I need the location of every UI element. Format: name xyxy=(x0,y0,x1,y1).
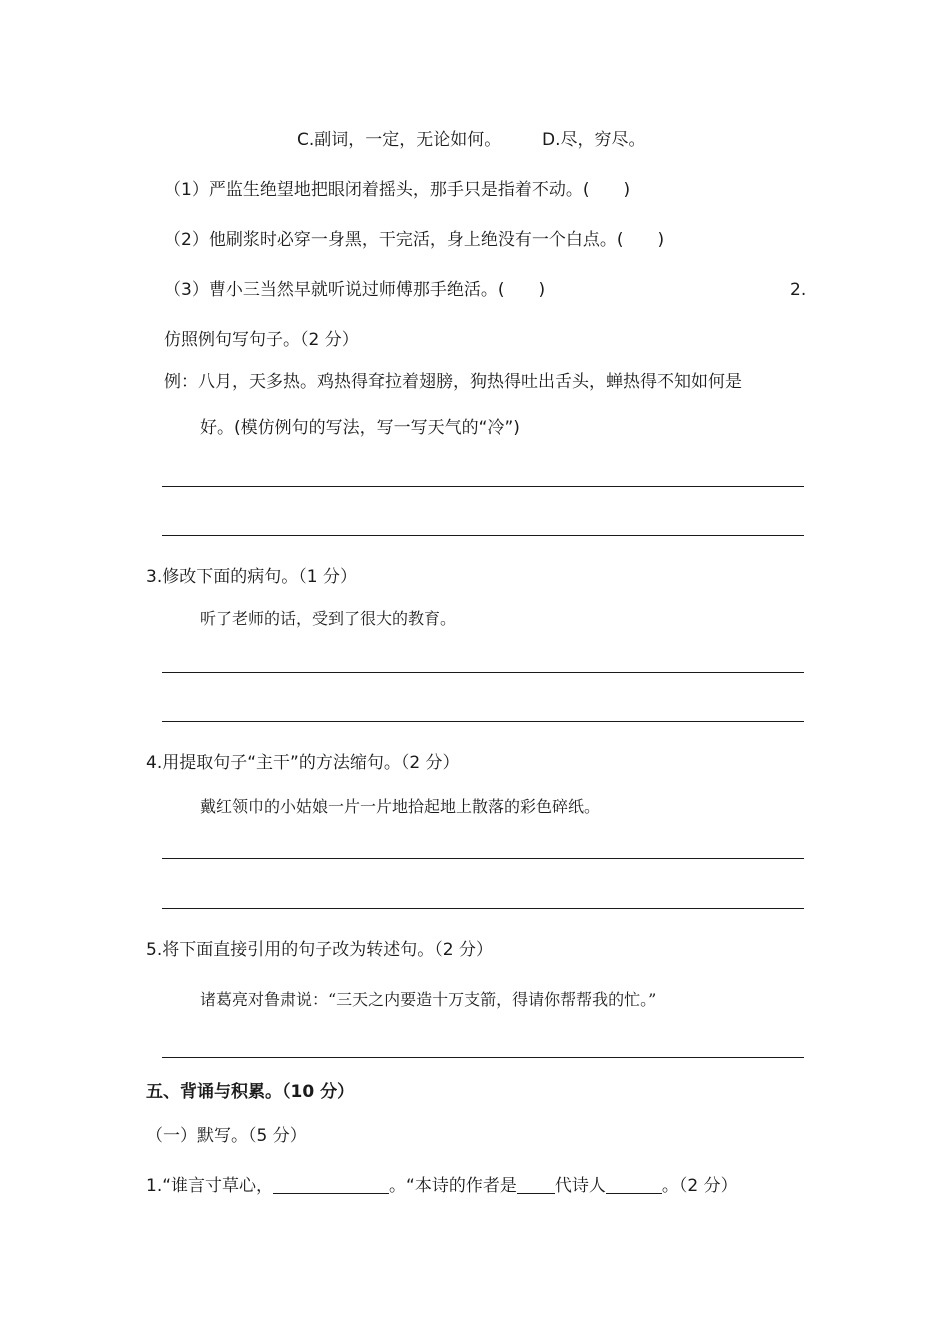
q4-title: 4.用提取句子“主干”的方法缩句。（2 分） xyxy=(146,753,460,773)
q2-example-line1: 例：八月，天多热。鸡热得耷拉着翅膀，狗热得吐出舌头，蝉热得不知如何是 xyxy=(164,372,742,392)
dictation-text-2: 。“本诗的作者是 xyxy=(389,1176,517,1196)
answer-line[interactable] xyxy=(162,535,804,536)
q1-item-2: （2）他刷浆时必穿一身黑，干完活，身上绝没有一个白点。( ) xyxy=(164,230,665,250)
q3-sentence: 听了老师的话，受到了很大的教育。 xyxy=(200,609,457,628)
dictation-text-4: 。（2 分） xyxy=(661,1176,738,1196)
fill-blank[interactable] xyxy=(606,1175,662,1194)
dictation-text-3: 代诗人 xyxy=(554,1176,606,1196)
answer-line[interactable] xyxy=(162,908,804,909)
q2-number: 2. xyxy=(790,280,807,300)
q2-example-line2: 好。(模仿例句的写法，写一写天气的“冷”) xyxy=(200,418,520,438)
q4-sentence: 戴红领巾的小姑娘一片一片地拾起地上散落的彩色碎纸。 xyxy=(200,797,601,816)
option-d: D.尽，穷尽。 xyxy=(542,130,646,150)
q1-item-1: （1）严监生绝望地把眼闭着摇头，那手只是指着不动。( ) xyxy=(164,180,631,200)
q1-item-3: （3）曹小三当然早就听说过师傅那手绝活。( ) xyxy=(164,280,546,300)
answer-line[interactable] xyxy=(162,1057,804,1058)
answer-line[interactable] xyxy=(162,858,804,859)
section-heading: 五、背诵与积累。（10 分） xyxy=(146,1082,355,1102)
q2-title: 仿照例句写句子。（2 分） xyxy=(164,330,359,350)
subsection-heading: （一）默写。（5 分） xyxy=(146,1126,307,1146)
option-c: C.副词，一定，无论如何。 xyxy=(297,130,502,150)
dictation-text-1: 1.“谁言寸草心， xyxy=(146,1176,274,1196)
answer-line[interactable] xyxy=(162,672,804,673)
q5-sentence: 诸葛亮对鲁肃说：“三天之内要造十万支箭，得请你帮帮我的忙。” xyxy=(200,990,657,1009)
fill-blank[interactable] xyxy=(517,1175,555,1194)
fill-blank[interactable] xyxy=(273,1175,389,1194)
dictation-question xyxy=(146,1174,738,1198)
answer-line[interactable] xyxy=(162,486,804,487)
q5-title: 5.将下面直接引用的句子改为转述句。（2 分） xyxy=(146,940,493,960)
answer-line[interactable] xyxy=(162,721,804,722)
q3-title: 3.修改下面的病句。（1 分） xyxy=(146,567,357,587)
